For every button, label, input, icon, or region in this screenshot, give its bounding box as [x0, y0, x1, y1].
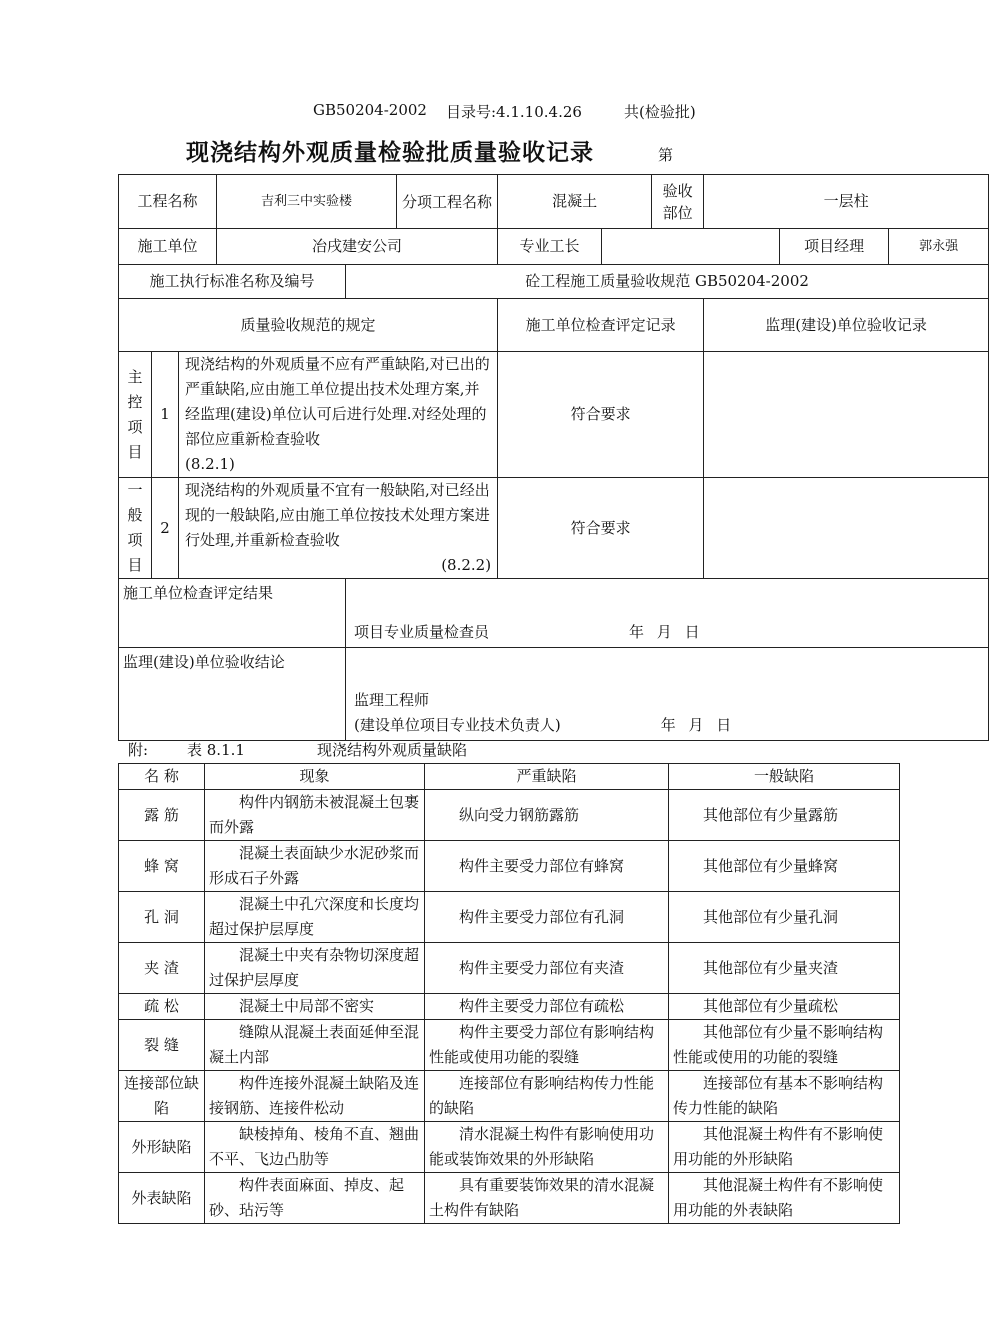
manager-label: 项目经理	[780, 229, 889, 265]
page-title: 现浇结构外观质量检验批质量验收记录	[186, 139, 594, 166]
supervisor-signer-alt: (建设单位项目专业技术负责人)	[354, 716, 561, 734]
defect-name: 外形缺陷	[119, 1122, 205, 1173]
defect-name: 夹 渣	[119, 943, 205, 994]
project-name-label: 工程名称	[119, 175, 217, 229]
defects-header: 一般缺陷	[669, 764, 900, 790]
foreman-label: 专业工长	[498, 229, 602, 265]
defect-general: 其他部位有少量蜂窝	[669, 841, 900, 892]
table-row	[119, 1173, 900, 1224]
defect-serious: 构件主要受力部位有疏松	[425, 994, 669, 1020]
contractor-label: 施工单位	[119, 229, 217, 265]
item-ref: (8.2.2)	[441, 556, 492, 574]
appendix-prefix: 附:	[128, 741, 149, 759]
defect-general: 其他部位有少量不影响结构性能或使用的功能的裂缝	[669, 1020, 900, 1071]
defect-phenomenon: 构件连接外混凝土缺陷及连接钢筋、连接件松动	[205, 1071, 425, 1122]
defect-serious: 清水混凝土构件有影响使用功能或装饰效果的外形缺陷	[425, 1122, 669, 1173]
defect-name: 裂 缝	[119, 1020, 205, 1071]
subitem-label: 分项工程名称	[397, 175, 498, 229]
item-number: 1	[152, 352, 179, 478]
item-text	[179, 478, 498, 579]
defect-general: 其他混凝土构件有不影响使用功能的外形缺陷	[669, 1122, 900, 1173]
spec-column-header: 质量验收规范的规定	[119, 299, 498, 352]
appendix-table-number: 表 8.1.1	[187, 741, 245, 759]
defect-phenomenon: 混凝土中夹有杂物切深度超过保护层厚度	[205, 943, 425, 994]
table-row	[119, 943, 900, 994]
item-group: 主控项目	[119, 352, 152, 478]
defect-serious: 连接部位有影响结构传力性能的缺陷	[425, 1071, 669, 1122]
defect-general: 其他部位有少量露筋	[669, 790, 900, 841]
defects-header: 名 称	[119, 764, 205, 790]
item-result: 符合要求	[498, 352, 704, 478]
item-text-body: 现浇结构的外观质量不应有严重缺陷,对已出的严重缺陷,应由施工单位提出技术处理方案,并经监理(建设)单位认可后进行处理.对经处理的部位应重新检查验收	[185, 355, 490, 448]
defect-general: 其他部位有少量孔洞	[669, 892, 900, 943]
defects-header: 现象	[205, 764, 425, 790]
supervisor-check-header: 监理(建设)单位验收记录	[704, 299, 989, 352]
supervisor-conclusion-area	[346, 648, 989, 741]
item-supervisor	[704, 352, 989, 478]
item-number: 2	[152, 478, 179, 579]
table-row	[119, 1020, 900, 1071]
supervisor-conclusion-label: 监理(建设)单位验收结论	[119, 648, 346, 741]
manager-value: 郭永强	[889, 229, 989, 265]
table-row	[119, 841, 900, 892]
defect-serious: 构件主要受力部位有影响结构性能或使用功能的裂缝	[425, 1020, 669, 1071]
defects-header: 严重缺陷	[425, 764, 669, 790]
standard-value: 砼工程施工质量验收规范 GB50204-2002	[346, 265, 989, 299]
defect-phenomenon: 混凝土中局部不密实	[205, 994, 425, 1020]
defect-phenomenon: 构件表面麻面、掉皮、起砂、玷污等	[205, 1173, 425, 1224]
defect-serious: 构件主要受力部位有孔洞	[425, 892, 669, 943]
appendix-table-title: 现浇结构外观质量缺陷	[317, 741, 468, 759]
item-supervisor	[704, 478, 989, 579]
contractor-date: 年 月 日	[629, 623, 700, 641]
catalog-number: 目录号:4.1.10.4.26	[446, 103, 582, 121]
defect-general: 其他部位有少量夹渣	[669, 943, 900, 994]
defect-serious: 具有重要装饰效果的清水混凝土构件有缺陷	[425, 1173, 669, 1224]
defect-name: 连接部位缺 陷	[119, 1071, 205, 1122]
defect-serious: 构件主要受力部位有蜂窝	[425, 841, 669, 892]
item-ref: (8.2.1)	[185, 455, 235, 473]
defect-phenomenon: 缝隙从混凝土表面延伸至混凝土内部	[205, 1020, 425, 1071]
item-group: 一般项目	[119, 478, 152, 579]
foreman-value	[602, 229, 780, 265]
table-row	[119, 994, 900, 1020]
item-text	[179, 352, 498, 478]
batch-total: 共(检验批)	[624, 103, 696, 121]
defect-general: 其他部位有少量疏松	[669, 994, 900, 1020]
table-row	[119, 892, 900, 943]
standard-label: 施工执行标准名称及编号	[119, 265, 346, 299]
inspection-record-table	[118, 174, 989, 741]
table-row	[119, 1071, 900, 1122]
defect-name: 疏 松	[119, 994, 205, 1020]
contractor-result-area	[346, 579, 989, 648]
defect-name: 外表缺陷	[119, 1173, 205, 1224]
location-label: 验收部位	[652, 175, 704, 229]
defect-name: 孔 洞	[119, 892, 205, 943]
page-number-prefix: 第	[658, 146, 674, 164]
item-result: 符合要求	[498, 478, 704, 579]
defect-name: 露 筋	[119, 790, 205, 841]
subitem-value: 混凝土	[498, 175, 652, 229]
table-row	[119, 1122, 900, 1173]
defect-phenomenon: 构件内钢筋未被混凝土包裹而外露	[205, 790, 425, 841]
contractor-check-header: 施工单位检查评定记录	[498, 299, 704, 352]
standard-code: GB50204-2002	[313, 101, 427, 119]
defect-phenomenon: 缺棱掉角、棱角不直、翘曲不平、飞边凸肋等	[205, 1122, 425, 1173]
defects-table	[118, 763, 900, 1224]
project-name-value: 吉利三中实验楼	[217, 175, 397, 229]
contractor-signer: 项目专业质量检查员	[354, 623, 490, 641]
item-text-body: 现浇结构的外观质量不宜有一般缺陷,对已经出现的一般缺陷,应由施工单位按技术处理方案进行处理,并重新检查验收	[185, 481, 490, 549]
defect-phenomenon: 混凝土表面缺少水泥砂浆而形成石子外露	[205, 841, 425, 892]
location-value: 一层柱	[704, 175, 989, 229]
supervisor-signer: 监理工程师	[354, 691, 430, 709]
supervisor-date: 年 月 日	[660, 716, 732, 734]
contractor-value: 冶戌建安公司	[217, 229, 498, 265]
defect-serious: 构件主要受力部位有夹渣	[425, 943, 669, 994]
defect-name: 蜂 窝	[119, 841, 205, 892]
contractor-result-label: 施工单位检查评定结果	[119, 579, 346, 648]
defect-general: 连接部位有基本不影响结构传力性能的缺陷	[669, 1071, 900, 1122]
table-row	[119, 790, 900, 841]
defect-phenomenon: 混凝土中孔穴深度和长度均超过保护层厚度	[205, 892, 425, 943]
defect-general: 其他混凝土构件有不影响使用功能的外表缺陷	[669, 1173, 900, 1224]
defect-serious: 纵向受力钢筋露筋	[425, 790, 669, 841]
